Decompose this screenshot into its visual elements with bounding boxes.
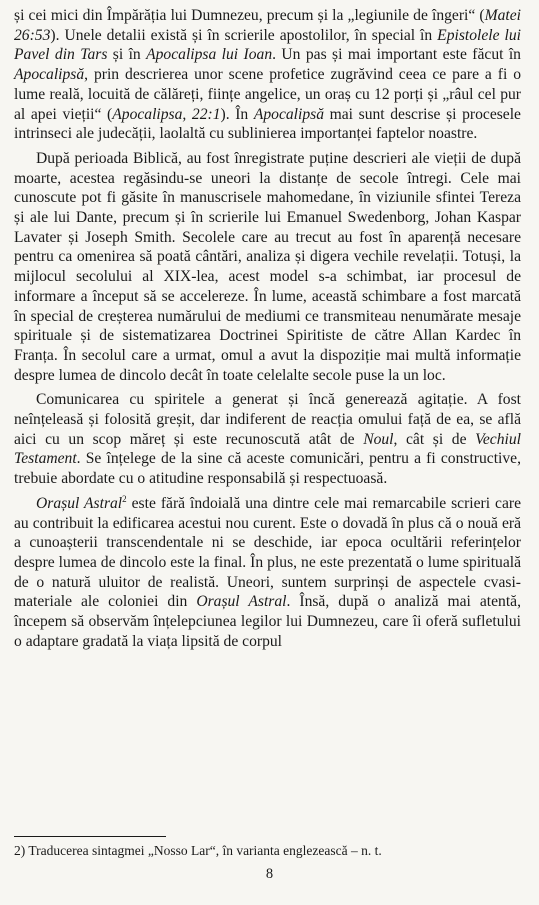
- italic-text: Orașul Astral: [36, 494, 123, 512]
- italic-text: Noul: [363, 430, 394, 448]
- text-segment: Comunicarea cu spiritele a generat și încă generează agitație. A fost neînțeleasă și folosită greșit, dar indiferent de reacția omului față de ea, se află aici cu un scop măreț și este recunoscută atât de: [14, 391, 521, 448]
- text-segment: . Însă, după o analiză mai atentă, începem să observăm înțelepciunea legilor lui Dumnezeu, care îi oferă sufletului o adaptare gradată la viața lipsită de corpul: [14, 593, 521, 650]
- footnote-divider: [14, 836, 166, 837]
- text-segment: , prin descrierea unor scene profetice zugrăvind ceea ce pare a fi o lume reală, locuită de călăreți, ființe angelice, un oraș cu 12 porți și „râul cel pur al apei vieții“ (: [14, 66, 521, 123]
- italic-text: Orașul Astral: [196, 593, 287, 611]
- italic-text: Vechiul Testament: [14, 430, 521, 468]
- paragraph: [14, 494, 521, 652]
- text-segment: și cei mici din Împărăția lui Dumnezeu, precum și la „legiunile de îngeri“ (: [14, 7, 485, 24]
- paragraph: [14, 390, 521, 489]
- paragraph: [14, 6, 521, 144]
- text-segment: , cât și de: [393, 430, 476, 448]
- text-segment: . Se înțelege de la sine că aceste comunicări, pentru a fi constructive, trebuie abordate cu o atitudine responsabilă și respectuoasă.: [14, 450, 521, 488]
- footnote-marker: 2: [122, 493, 127, 504]
- paragraph: [14, 149, 521, 385]
- text-segment: După perioada Biblică, au fost înregistrate puține descrieri ale vieții de după moarte, acestea regăsindu-se uneori la distanțe de secole întregi. Cele mai cunoscute pot fi găsite în manuscrisele mahomedane, în viziunile sfintei Tereza și ale lui Dante, precum și în scrierile lui Emanuel Swedenborg, Johan Kaspar Lavater și Joseph Smith. Secolele care au trecut au fost în aparență necesare pentru ca omenirea să poată cântări, analiza și digera vechile revelații. Totuși, la mijlocul secolului al XIX-lea, acest model s-a schimbat, iar procesul de informare a început să se accelereze. În lume, această schimbare a fost marcată în special de creșterea numărului de mediumi ce transmiteau nenumărate mesaje spirituale și de sistematizarea Doctrinei Spiritiste de către Allan Kardec în Franța. În secolul care a urmat, omul a avut la dispoziție mai multă informație despre lumea de dincolo decât în toate celelalte secole puse la un loc.: [14, 149, 521, 384]
- text-segment: ). În: [220, 105, 254, 123]
- text-segment: ). Unele detalii există și în scrierile apostolilor, în special în: [50, 26, 438, 44]
- text-segment: și în: [107, 46, 147, 64]
- italic-text: Apocalipsă: [14, 66, 85, 84]
- text-segment: este fără îndoială una dintre cele mai remarcabile scrieri care au contribuit la edificarea acestui nou curent. Este o dovadă în plus că o nouă eră a cunoașterii transcendentale ni se deschide, iar epoca ocultării referințelor despre lumea de dincolo este la final. În plus, ne este prezentată o lume spirituală de o natură uluitor de realistă. Uneori, suntem surprinși de aspectele cvasi-materiale ale coloniei din: [14, 494, 521, 611]
- italic-text: Matei 26:53: [14, 7, 521, 44]
- footnote: 2) Traducerea sintagmei „Nosso Lar“, în varianta englezească – n. t.: [14, 843, 382, 858]
- body-text: [14, 6, 521, 652]
- italic-text: Epistolele lui Pavel din Tars: [14, 26, 521, 64]
- italic-text: Apocalipsa, 22:1: [112, 105, 221, 123]
- page-number: 8: [265, 866, 274, 882]
- italic-text: Apocalipsa lui Ioan: [146, 46, 273, 64]
- text-segment: mai sunt descrise și procesele intrinseci ale judecății, laolaltă cu sublinierea importanței faptelor noastre.: [14, 105, 521, 143]
- text-segment: . Un pas și mai important este făcut în: [272, 46, 521, 64]
- italic-text: Apocalipsă: [253, 105, 325, 123]
